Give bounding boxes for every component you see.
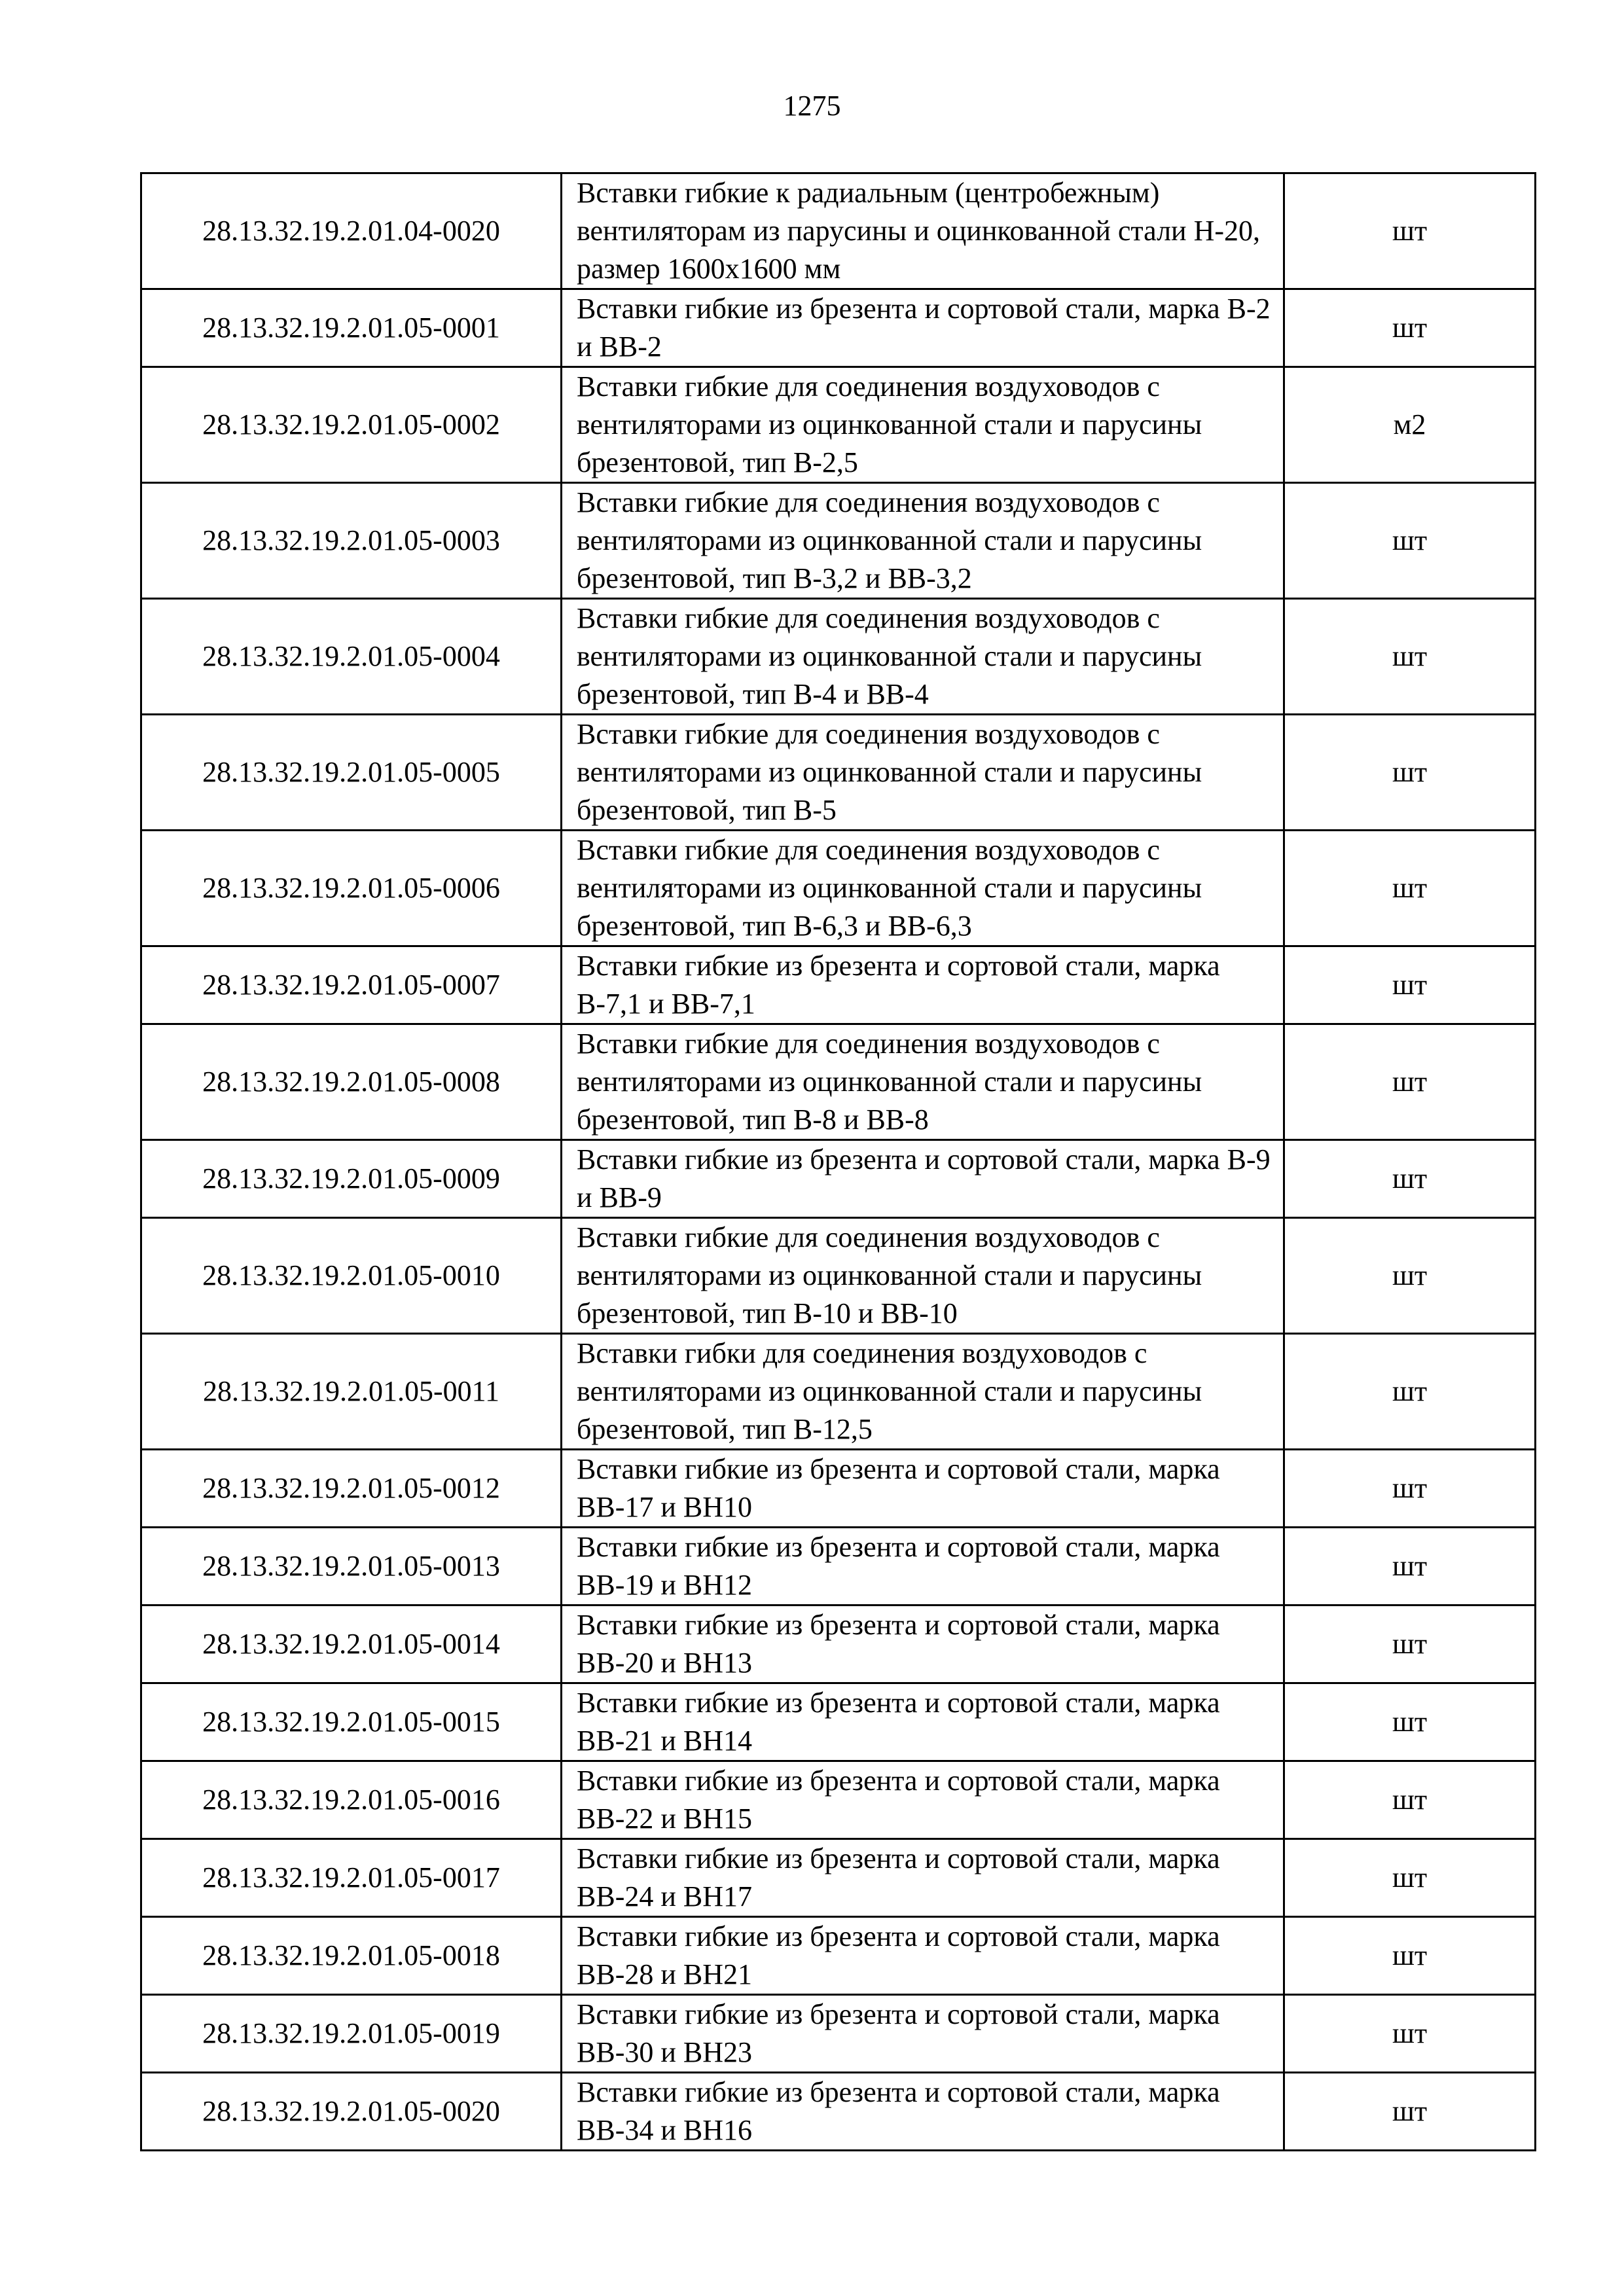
- resource-name-cell: Вставки гибкие из брезента и сортовой стали, марка ВВ-20 и ВН13: [562, 1605, 1284, 1683]
- unit-cell: шт: [1284, 831, 1536, 946]
- table-row: [141, 946, 1536, 1024]
- table-row: [141, 173, 1536, 289]
- table-row: [141, 1334, 1536, 1450]
- table-row: [141, 1995, 1536, 2073]
- resource-name-cell: Вставки гибкие из брезента и сортовой стали, марка В-2 и ВВ-2: [562, 289, 1284, 367]
- resource-code-cell: 28.13.32.19.2.01.05-0013: [141, 1528, 562, 1605]
- resource-code-cell: 28.13.32.19.2.01.05-0010: [141, 1218, 562, 1334]
- table-row: [141, 1917, 1536, 1995]
- table-row: [141, 1140, 1536, 1218]
- unit-cell: шт: [1284, 1024, 1536, 1140]
- resource-code-cell: 28.13.32.19.2.01.05-0017: [141, 1839, 562, 1917]
- resource-code-cell: 28.13.32.19.2.01.05-0019: [141, 1995, 562, 2073]
- table-row: [141, 1450, 1536, 1528]
- unit-cell: шт: [1284, 1917, 1536, 1995]
- unit-cell: шт: [1284, 1683, 1536, 1761]
- unit-cell: шт: [1284, 1839, 1536, 1917]
- table-row: [141, 367, 1536, 483]
- unit-cell: шт: [1284, 483, 1536, 599]
- resource-code-cell: 28.13.32.19.2.01.05-0020: [141, 2073, 562, 2151]
- unit-cell: шт: [1284, 173, 1536, 289]
- unit-cell: м2: [1284, 367, 1536, 483]
- resource-name-cell: Вставки гибкие для соединения воздуховодов с вентиляторами из оцинкованной стали и парусины брезентовой, тип В-5: [562, 715, 1284, 831]
- table-row: [141, 1683, 1536, 1761]
- resource-code-cell: 28.13.32.19.2.01.05-0009: [141, 1140, 562, 1218]
- resource-code-cell: 28.13.32.19.2.01.04-0020: [141, 173, 562, 289]
- resource-name-cell: Вставки гибкие для соединения воздуховодов с вентиляторами из оцинкованной стали и парусины брезентовой, тип В-3,2 и ВВ-3,2: [562, 483, 1284, 599]
- resource-name-cell: Вставки гибкие из брезента и сортовой стали, марка В-9 и ВВ-9: [562, 1140, 1284, 1218]
- table-row: [141, 1839, 1536, 1917]
- unit-cell: шт: [1284, 289, 1536, 367]
- unit-cell: шт: [1284, 1761, 1536, 1839]
- resource-name-cell: Вставки гибкие к радиальным (центробежным) вентиляторам из парусины и оцинкованной стали Н-20, размер 1600х1600 мм: [562, 173, 1284, 289]
- table-row: [141, 1218, 1536, 1334]
- resource-code-cell: 28.13.32.19.2.01.05-0015: [141, 1683, 562, 1761]
- unit-cell: шт: [1284, 946, 1536, 1024]
- unit-cell: шт: [1284, 1995, 1536, 2073]
- page-number: 1275: [783, 90, 841, 122]
- resource-name-cell: Вставки гибкие из брезента и сортовой стали, марка ВВ-30 и ВН23: [562, 1995, 1284, 2073]
- resource-code-cell: 28.13.32.19.2.01.05-0014: [141, 1605, 562, 1683]
- resource-name-cell: Вставки гибкие для соединения воздуховодов с вентиляторами из оцинкованной стали и парусины брезентовой, тип В-2,5: [562, 367, 1284, 483]
- table-row: [141, 1605, 1536, 1683]
- table-row: [141, 2073, 1536, 2151]
- table-row: [141, 1024, 1536, 1140]
- resource-code-cell: 28.13.32.19.2.01.05-0011: [141, 1334, 562, 1450]
- resource-code-cell: 28.13.32.19.2.01.05-0018: [141, 1917, 562, 1995]
- unit-cell: шт: [1284, 1605, 1536, 1683]
- table-row: [141, 715, 1536, 831]
- unit-cell: шт: [1284, 1528, 1536, 1605]
- resource-code-cell: 28.13.32.19.2.01.05-0006: [141, 831, 562, 946]
- table-row: [141, 1761, 1536, 1839]
- table-row: [141, 289, 1536, 367]
- resource-code-cell: 28.13.32.19.2.01.05-0007: [141, 946, 562, 1024]
- unit-cell: шт: [1284, 1334, 1536, 1450]
- resource-name-cell: Вставки гибки для соединения воздуховодов с вентиляторами из оцинкованной стали и парусины брезентовой, тип В-12,5: [562, 1334, 1284, 1450]
- resource-name-cell: Вставки гибкие из брезента и сортовой стали, марка В-7,1 и ВВ-7,1: [562, 946, 1284, 1024]
- materials-table: [140, 172, 1536, 2151]
- resource-code-cell: 28.13.32.19.2.01.05-0005: [141, 715, 562, 831]
- table-row: [141, 831, 1536, 946]
- resource-code-cell: 28.13.32.19.2.01.05-0003: [141, 483, 562, 599]
- resource-name-cell: Вставки гибкие из брезента и сортовой стали, марка ВВ-21 и ВН14: [562, 1683, 1284, 1761]
- resource-name-cell: Вставки гибкие из брезента и сортовой стали, марка ВВ-24 и ВН17: [562, 1839, 1284, 1917]
- resource-name-cell: Вставки гибкие для соединения воздуховодов с вентиляторами из оцинкованной стали и парусины брезентовой, тип В-6,3 и ВВ-6,3: [562, 831, 1284, 946]
- unit-cell: шт: [1284, 2073, 1536, 2151]
- resource-code-cell: 28.13.32.19.2.01.05-0001: [141, 289, 562, 367]
- table-row: [141, 1528, 1536, 1605]
- resource-name-cell: Вставки гибкие из брезента и сортовой стали, марка ВВ-17 и ВН10: [562, 1450, 1284, 1528]
- resource-code-cell: 28.13.32.19.2.01.05-0008: [141, 1024, 562, 1140]
- table-row: [141, 599, 1536, 715]
- resource-code-cell: 28.13.32.19.2.01.05-0004: [141, 599, 562, 715]
- unit-cell: шт: [1284, 715, 1536, 831]
- resource-name-cell: Вставки гибкие для соединения воздуховодов с вентиляторами из оцинкованной стали и парусины брезентовой, тип В-8 и ВВ-8: [562, 1024, 1284, 1140]
- unit-cell: шт: [1284, 1450, 1536, 1528]
- resource-name-cell: Вставки гибкие из брезента и сортовой стали, марка ВВ-34 и ВН16: [562, 2073, 1284, 2151]
- resource-name-cell: Вставки гибкие из брезента и сортовой стали, марка ВВ-28 и ВН21: [562, 1917, 1284, 1995]
- resource-code-cell: 28.13.32.19.2.01.05-0012: [141, 1450, 562, 1528]
- unit-cell: шт: [1284, 1218, 1536, 1334]
- resource-name-cell: Вставки гибкие из брезента и сортовой стали, марка ВВ-19 и ВН12: [562, 1528, 1284, 1605]
- table-row: [141, 483, 1536, 599]
- resource-code-cell: 28.13.32.19.2.01.05-0002: [141, 367, 562, 483]
- unit-cell: шт: [1284, 599, 1536, 715]
- unit-cell: шт: [1284, 1140, 1536, 1218]
- resource-name-cell: Вставки гибкие для соединения воздуховодов с вентиляторами из оцинкованной стали и парусины брезентовой, тип В-4 и ВВ-4: [562, 599, 1284, 715]
- resource-name-cell: Вставки гибкие для соединения воздуховодов с вентиляторами из оцинкованной стали и парусины брезентовой, тип В-10 и ВВ-10: [562, 1218, 1284, 1334]
- resource-name-cell: Вставки гибкие из брезента и сортовой стали, марка ВВ-22 и ВН15: [562, 1761, 1284, 1839]
- resource-code-cell: 28.13.32.19.2.01.05-0016: [141, 1761, 562, 1839]
